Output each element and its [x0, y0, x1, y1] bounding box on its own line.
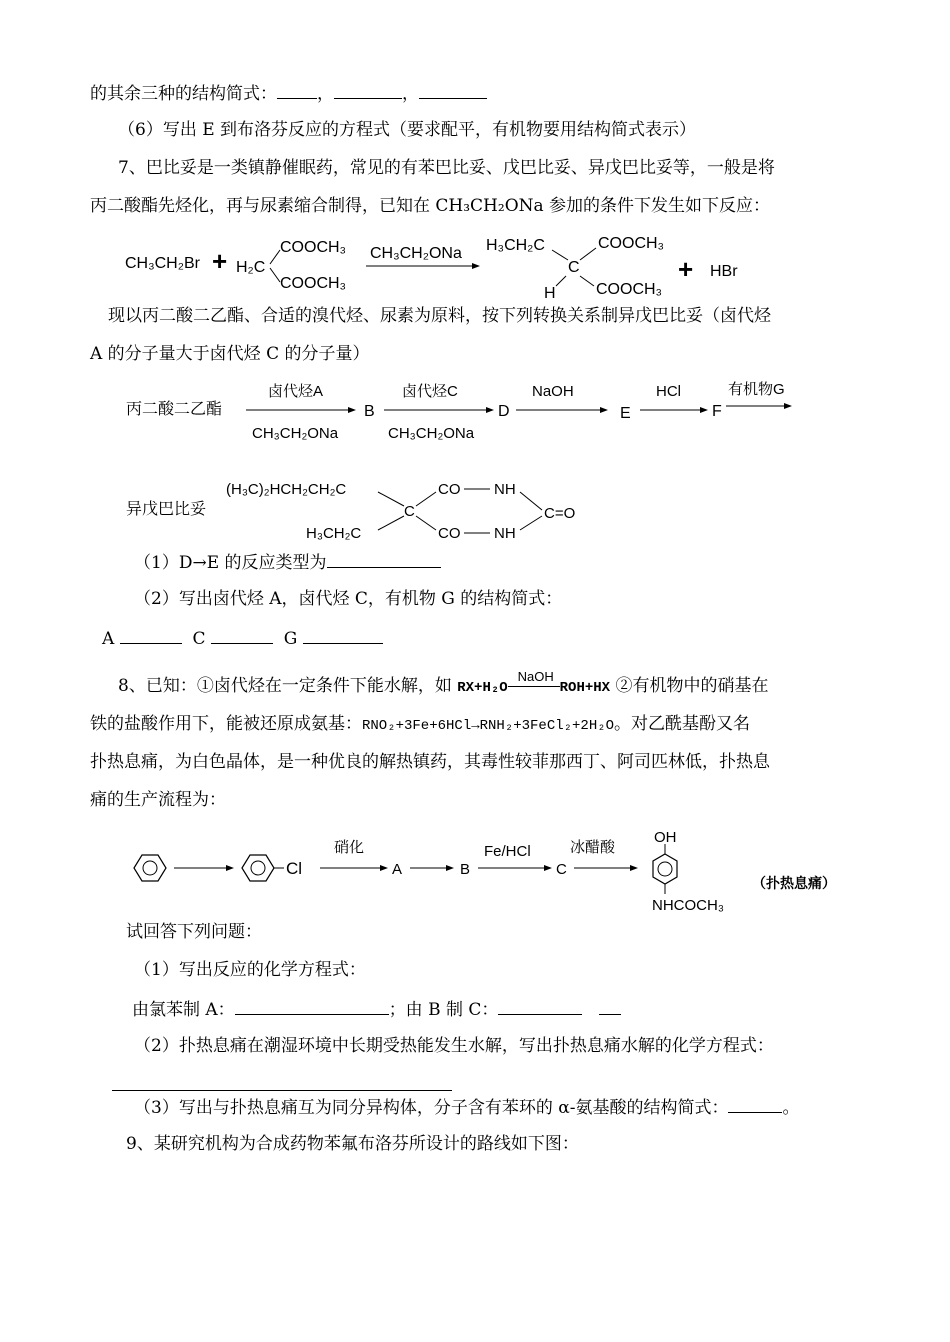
- answer-blank-a[interactable]: [120, 627, 182, 644]
- product-name: 异戊巴比妥: [126, 501, 207, 518]
- q8-text: 8、已知：①卤代烃在一定条件下能水解，如: [118, 676, 458, 696]
- arrowhead: [486, 407, 494, 413]
- bond: [580, 248, 596, 260]
- q7-conversion-flow: [120, 376, 810, 446]
- arrow-reagent: 卤代烃C: [402, 383, 458, 400]
- arrowhead: [472, 263, 480, 269]
- reactant-h2c: H₂C: [236, 259, 266, 276]
- condition-label: CH₃CH₂ONa: [370, 245, 462, 262]
- answer-line[interactable]: [112, 1090, 452, 1091]
- bond: [552, 250, 568, 260]
- intermediate-b: B: [364, 403, 375, 420]
- side-chain: H₃CH₂C: [306, 525, 362, 542]
- q6-line1-text: 的其余三种的结构简式：: [90, 84, 277, 104]
- q7-sub1: [134, 551, 441, 573]
- q7-reaction-scheme: [120, 228, 760, 308]
- arrow-reagent: 有机物G: [728, 381, 785, 398]
- q8-sub3-text: （3）写出与扑热息痛互为同分异构体，分子含有苯环的 α-氨基酸的结构简式：: [134, 1098, 729, 1118]
- arrowhead: [700, 407, 708, 413]
- q7-para2: A 的分子量大于卤代烃 C 的分子量）: [90, 344, 370, 364]
- step-reduction: Fe/HCl: [484, 843, 531, 860]
- arrowhead: [446, 865, 454, 871]
- q8-sub3: [134, 1096, 799, 1118]
- eq-condition: NaOH: [517, 668, 554, 684]
- answer-blank[interactable]: [498, 998, 582, 1015]
- answer-blank[interactable]: [728, 1096, 782, 1113]
- chlorobenzene-icon: [242, 855, 284, 881]
- eq-right: ROH+HX: [559, 680, 611, 696]
- intermediate-f: F: [712, 403, 722, 420]
- acetamide-label: NHCOCH₃: [652, 897, 724, 914]
- reduction-equation: RNO₂+3Fe+6HCl→RNH₂+3FeCl₂+2H₂O: [362, 718, 615, 734]
- bond: [580, 276, 594, 286]
- paracetamol-label: （扑热息痛）: [752, 875, 836, 891]
- arrow-reagent: 卤代烃A: [268, 383, 324, 400]
- q8-line2: [90, 714, 750, 736]
- intermediate-c: C: [556, 861, 567, 878]
- q7-intro-line1: 7、巴比妥是一类镇静催眠药，常见的有苯巴比妥、戊巴比妥、异戊巴比妥等，一般是将: [118, 158, 775, 178]
- q8-text: 。对乙酰基酚又名: [614, 714, 751, 734]
- answer-label-g: G: [283, 629, 298, 649]
- arrowhead: [226, 865, 234, 871]
- answer-blank[interactable]: [327, 551, 441, 568]
- q7-sub2: （2）写出卤代烃 A，卤代烃 C，有机物 G 的结构简式：: [134, 589, 563, 609]
- eq-arrow: [508, 668, 560, 688]
- answer-label-c: C: [192, 629, 206, 649]
- q8-sub1a-text: 由氯苯制 A：: [132, 1000, 235, 1020]
- bond: [378, 492, 404, 506]
- product-carbon: C: [568, 259, 580, 276]
- q8-line4: 痛的生产流程为：: [90, 790, 226, 810]
- answer-blank[interactable]: [334, 82, 402, 99]
- chlorine-label: Cl: [286, 859, 303, 878]
- intermediate-b: B: [460, 861, 471, 878]
- arrowhead: [630, 865, 638, 871]
- arrow-reagent: NaOH: [532, 383, 574, 400]
- bond: [556, 276, 566, 286]
- q8-production-flow: [124, 826, 864, 922]
- step-nitration: 硝化: [334, 839, 365, 856]
- separator: ，: [317, 84, 334, 104]
- arrow-reagent: HCl: [656, 383, 681, 400]
- q7-intro2a: 丙二酸酯先烃化，再与尿素缩合制得，已知在: [90, 196, 436, 216]
- hydroxyl-label: OH: [654, 829, 677, 846]
- q7-para1: 现以丙二酸二乙酯、合适的溴代烃、尿素为原料，按下列转换关系制异戊巴比妥（卤代烃: [108, 306, 771, 326]
- reactant-ethyl-bromide: CH₃CH₂Br: [125, 255, 200, 272]
- step-acetylation: 冰醋酸: [570, 839, 616, 856]
- urea-carbonyl: C=O: [544, 505, 576, 522]
- hydrolysis-equation: [457, 668, 611, 698]
- q6-structures-line: [90, 82, 487, 104]
- intermediate-d: D: [498, 403, 510, 420]
- arrowhead: [600, 407, 608, 413]
- arrow-condition: CH₃CH₂ONa: [388, 425, 475, 442]
- separator: ，: [402, 84, 419, 104]
- answer-blank-g[interactable]: [303, 627, 383, 644]
- side-chain: (H₃C)₂HCH₂CH₂C: [226, 481, 347, 498]
- product-group: H₃CH₂C: [486, 237, 545, 254]
- amide-nh: NH: [494, 481, 516, 498]
- quaternary-carbon: C: [404, 503, 415, 520]
- q8-line1: [118, 668, 769, 698]
- bond: [416, 516, 436, 530]
- answer-blank[interactable]: [419, 82, 487, 99]
- amide-nh: NH: [494, 525, 516, 542]
- ester-group: COOCH₃: [598, 235, 665, 252]
- q7-product-structure: [120, 470, 600, 550]
- carbonyl: CO: [438, 525, 461, 542]
- carbonyl: CO: [438, 481, 461, 498]
- answer-blank-c[interactable]: [211, 627, 273, 644]
- ester-group: COOCH₃: [280, 275, 347, 292]
- q9-line: 9、某研究机构为合成药物苯氟布洛芬所设计的路线如下图：: [126, 1134, 579, 1154]
- q8-line3: 扑热息痛，为白色晶体，是一种优良的解热镇药，其毒性较菲那西丁、阿司匹林低，扑热息: [90, 752, 770, 772]
- plus-sign: +: [212, 246, 228, 276]
- q8-ask: 试回答下列问题：: [126, 922, 262, 942]
- ester-group: COOCH₃: [596, 281, 663, 298]
- arrowhead: [544, 865, 552, 871]
- ester-group: COOCH₃: [280, 239, 347, 256]
- q7-sub1-text: （1）D→E 的反应类型为: [134, 553, 327, 573]
- paracetamol-icon: [652, 829, 724, 914]
- q8-sub1b-text: ；由 B 制 C：: [388, 1000, 499, 1020]
- q8-sub2: （2）扑热息痛在潮湿环境中长期受热能发生水解，写出扑热息痛水解的化学方程式：: [134, 1036, 774, 1056]
- answer-label-a: A: [102, 629, 115, 649]
- eq-left: RX+H₂O: [457, 680, 508, 696]
- arrow-condition: CH₃CH₂ONa: [252, 425, 339, 442]
- arrowhead: [380, 865, 388, 871]
- q7-answers: [102, 627, 383, 649]
- answer-blank[interactable]: [277, 82, 317, 99]
- bond: [520, 516, 542, 530]
- start-material: 丙二酸二乙酯: [126, 401, 223, 418]
- arrowhead: [784, 403, 792, 409]
- benzene-icon: [134, 855, 166, 881]
- q8-sub3-end: 。: [782, 1098, 800, 1118]
- bond: [520, 492, 542, 510]
- bond: [416, 492, 436, 506]
- q8-sub1-equations: [132, 998, 621, 1020]
- q8-text: ②有机物中的硝基在: [610, 676, 769, 696]
- bond: [378, 516, 404, 530]
- q7-intro2b: 参加的条件下发生如下反应：: [543, 196, 771, 216]
- intermediate-a: A: [392, 861, 403, 878]
- intermediate-e: E: [620, 405, 631, 422]
- arrowhead: [348, 407, 356, 413]
- bond: [270, 250, 280, 264]
- q8-sub1: （1）写出反应的化学方程式：: [134, 960, 366, 980]
- bond: [270, 268, 280, 282]
- q8-text: 铁的盐酸作用下，能被还原成氨基：: [90, 714, 362, 734]
- plus-sign: +: [678, 254, 694, 284]
- q6-part6: （6）写出 E 到布洛芬反应的方程式（要求配平，有机物要用结构简式表示）: [118, 120, 697, 140]
- answer-blank[interactable]: [235, 998, 389, 1015]
- q7-formula: CH₃CH₂ONa: [435, 196, 544, 216]
- answer-blank[interactable]: [599, 998, 621, 1015]
- hbr-product: HBr: [710, 263, 738, 280]
- q7-intro-line2: [90, 196, 770, 216]
- product-hydrogen: H: [544, 285, 556, 302]
